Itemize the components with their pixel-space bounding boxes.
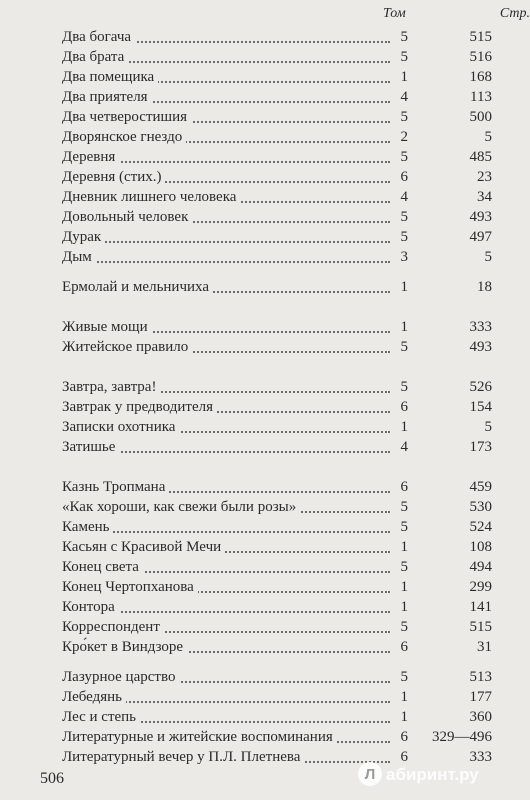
entry-page: 516 — [469, 49, 492, 65]
entry-volume: 4 — [400, 439, 408, 455]
entry-volume: 6 — [400, 479, 408, 495]
entry-page: 459 — [469, 479, 492, 495]
entry-volume: 4 — [400, 189, 408, 205]
index-entry — [62, 278, 492, 296]
entry-title: Корреспондент — [62, 618, 164, 636]
entry-title: Дым — [62, 248, 96, 266]
labirint-watermark — [356, 760, 526, 788]
entry-volume: 5 — [400, 149, 408, 165]
entry-page: 333 — [469, 319, 492, 335]
entry-title: Кро́кет в Виндзоре — [62, 638, 187, 656]
entry-title: Завтра, завтра! — [62, 378, 160, 396]
entry-title: «Как хороши, как свежи были розы» — [62, 498, 300, 516]
entry-volume: 1 — [400, 539, 408, 555]
index-entry — [62, 418, 492, 436]
index-entry — [62, 498, 492, 516]
entry-volume: 1 — [400, 69, 408, 85]
entry-volume: 5 — [400, 29, 408, 45]
index-entry — [62, 28, 492, 46]
entry-volume: 5 — [400, 559, 408, 575]
index-entry — [62, 638, 492, 656]
entry-volume: 5 — [400, 339, 408, 355]
index-entry — [62, 688, 492, 706]
index-entry — [62, 518, 492, 536]
entry-title: Живые мощи — [62, 318, 152, 336]
entry-volume: 6 — [400, 399, 408, 415]
entry-title: Два помещика — [62, 68, 158, 86]
entry-page: 5 — [484, 249, 492, 265]
entry-title: Два богача — [62, 28, 135, 46]
entry-volume: 1 — [400, 579, 408, 595]
entry-volume: 5 — [400, 229, 408, 245]
entry-page: 173 — [469, 439, 492, 455]
entry-page: 141 — [469, 599, 492, 615]
index-entry — [62, 598, 492, 616]
entry-page: 515 — [469, 29, 492, 45]
index-entry — [62, 208, 492, 226]
entry-title: Завтрак у предводителя — [62, 398, 217, 416]
index-entry — [62, 228, 492, 246]
index-entry — [62, 168, 492, 186]
entry-page: 526 — [469, 379, 492, 395]
entry-volume: 6 — [400, 749, 408, 765]
entry-volume: 2 — [400, 129, 408, 145]
entry-page: 515 — [469, 619, 492, 635]
entry-title: Два брата — [62, 48, 128, 66]
index-entry — [62, 68, 492, 86]
entry-title: Записки охотника — [62, 418, 179, 436]
index-entry — [62, 248, 492, 266]
entry-page: 493 — [469, 209, 492, 225]
entry-title: Довольный человек — [62, 208, 192, 226]
entry-title: Дневник лишнего человека — [62, 188, 240, 206]
entry-title: Затишье — [62, 438, 119, 456]
entry-volume: 5 — [400, 49, 408, 65]
index-entry — [62, 708, 492, 726]
entry-title: Лебедянь — [62, 688, 126, 706]
entry-page: 333 — [469, 749, 492, 765]
entry-title: Ермолай и мельничиха — [62, 278, 213, 296]
entry-title: Деревня (стих.) — [62, 168, 165, 186]
entry-title: Два четверостишия — [62, 108, 191, 126]
entry-page: 154 — [469, 399, 492, 415]
entry-volume: 5 — [400, 519, 408, 535]
entry-page: 5 — [484, 129, 492, 145]
entry-title: Касьян с Красивой Мечи — [62, 538, 225, 556]
index-entry — [62, 48, 492, 66]
entry-page: 513 — [469, 669, 492, 685]
entry-page: 31 — [477, 639, 492, 655]
entry-title: Два приятеля — [62, 88, 152, 106]
index-entry — [62, 88, 492, 106]
page-column-header: Стр. — [499, 6, 530, 21]
entry-volume: 1 — [400, 319, 408, 335]
leader-dots — [62, 241, 390, 243]
index-entry — [62, 728, 492, 746]
entry-page: 23 — [477, 169, 492, 185]
entry-volume: 5 — [400, 209, 408, 225]
index-entry — [62, 398, 492, 416]
entry-volume: 5 — [400, 669, 408, 685]
entry-volume: 1 — [400, 419, 408, 435]
entry-volume: 1 — [400, 599, 408, 615]
index-entry — [62, 538, 492, 556]
entry-volume: 5 — [400, 109, 408, 125]
entry-title: Дворянское гнездо — [62, 128, 186, 146]
index-entry — [62, 128, 492, 146]
entry-page: 494 — [469, 559, 492, 575]
index-entry — [62, 108, 492, 126]
entry-page: 18 — [477, 279, 492, 295]
leader-dots — [62, 261, 390, 263]
entry-page: 360 — [469, 709, 492, 725]
index-entry — [62, 438, 492, 456]
volume-column-header: Том — [383, 6, 406, 21]
entry-volume: 6 — [400, 639, 408, 655]
index-entry — [62, 318, 492, 336]
entry-volume: 1 — [400, 689, 408, 705]
entry-page: 493 — [469, 339, 492, 355]
entry-page: 34 — [477, 189, 492, 205]
entry-page: 524 — [469, 519, 492, 535]
entry-title: Житейское правило — [62, 338, 192, 356]
entry-page: 329—496 — [432, 729, 492, 745]
entry-volume: 1 — [400, 709, 408, 725]
entry-volume: 5 — [400, 619, 408, 635]
entry-title: Лазурное царство — [62, 668, 179, 686]
watermark-logo-letter: Л — [364, 766, 376, 783]
index-entry — [62, 578, 492, 596]
entry-page: 177 — [469, 689, 492, 705]
entry-page: 485 — [469, 149, 492, 165]
entry-volume: 6 — [400, 169, 408, 185]
index-entry — [62, 478, 492, 496]
index-entry — [62, 338, 492, 356]
entry-page: 500 — [469, 109, 492, 125]
entry-title: Лес и степь — [62, 708, 140, 726]
entry-page: 168 — [469, 69, 492, 85]
entry-page: 5 — [484, 419, 492, 435]
entry-volume: 6 — [400, 729, 408, 745]
entry-title: Конец Чертопханова — [62, 578, 198, 596]
page-number: 506 — [40, 770, 64, 787]
watermark-text: абиринт.ру — [386, 765, 479, 784]
entry-title: Литературный вечер у П.Л. Плетнева — [62, 748, 304, 766]
entry-page: 299 — [469, 579, 492, 595]
index-entry — [62, 148, 492, 166]
entry-title: Казнь Тропмана — [62, 478, 169, 496]
index-entry — [62, 558, 492, 576]
entry-page: 497 — [469, 229, 492, 245]
index-entry — [62, 188, 492, 206]
entry-volume: 4 — [400, 89, 408, 105]
entry-volume: 5 — [400, 379, 408, 395]
entry-volume: 1 — [400, 279, 408, 295]
index-entry — [62, 618, 492, 636]
entry-volume: 5 — [400, 499, 408, 515]
index-entry — [62, 668, 492, 686]
entry-title: Камень — [62, 518, 113, 536]
entry-title: Конец света — [62, 558, 143, 576]
entry-title: Деревня — [62, 148, 119, 166]
entry-page: 530 — [469, 499, 492, 515]
entry-title: Литературные и житейские воспоминания — [62, 728, 337, 746]
entry-title: Контора — [62, 598, 119, 616]
entry-page: 108 — [469, 539, 492, 555]
index-entry — [62, 378, 492, 396]
entry-page: 113 — [470, 89, 492, 105]
entry-title: Дурак — [62, 228, 105, 246]
entry-volume: 3 — [400, 249, 408, 265]
